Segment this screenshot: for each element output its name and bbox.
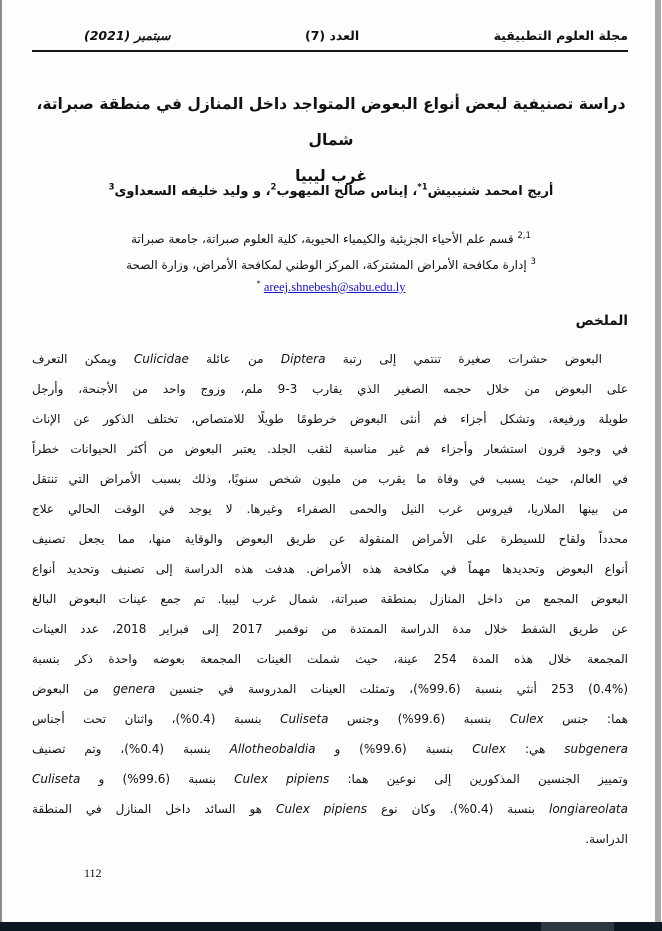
affiliations (32, 226, 630, 278)
taskbar-item[interactable] (541, 922, 614, 931)
latin-taxon: Culex pipiens (276, 802, 367, 816)
abstract-line: في العالم، حيث يسبب في وفاة ما يقرب من مليون شخص سنويًا، وذلك بسبب الأمراض التي تنتقل (32, 472, 628, 486)
abstract-heading: الملخص (575, 313, 628, 329)
abstract-line: محدداً ولقاح للسيطرة على الأمراض المنقولة عن طريق البعوض والوقاية منها، مما يجعل تصنيف (32, 532, 628, 546)
abstract-line: طويلة ورفيعة، وتشكل أجزاء فم أنثى البعوض خرطومًا طويلًا للامتصاص، تختلف الذكور عن الإناث (32, 412, 628, 426)
abstract-line: من بينها الملاريا، فيروس غرب النيل والحمى الصفراء وغيرها. لا يوجد في الوقت الحالي علاج (32, 502, 628, 516)
abstract-line: على البعوض من خلال حجمه الصغير الذي يقارب 3-9 ملم، وزوج واحد من الأجنحة، وأرجل (32, 382, 628, 396)
latin-taxon: Culex (472, 742, 507, 756)
abstract-line: الدراسة. (585, 832, 628, 846)
abstract-line: subgenera هي: Culex بنسبة (99.6%) و Allotheobaldia بنسبة (0.4%)، وتم تصنيف (32, 742, 628, 756)
latin-taxon: Culex pipiens (234, 772, 330, 786)
left-page-edge (0, 0, 2, 931)
affiliation-superscript: 2,1 (517, 231, 531, 241)
affiliation-line: $^3$ إدارة مكافحة الأمراض المشتركة، المركز الوطني لمكافحة الأمراض، وزارة الصحة (126, 257, 536, 272)
latin-taxon: Culex (509, 712, 544, 726)
latin-taxon: longiareolata (549, 802, 628, 816)
latin-taxon: Diptera (280, 352, 326, 366)
corresponding-email-line (0, 277, 662, 295)
author-superscript: 3 (108, 182, 115, 193)
abstract-line: (0.4%) 253 أنثي بنسبة (99.6%)، وتمثلت العينات المدروسة في جنسين genera من البعوض (32, 682, 628, 696)
right-edge-strip (655, 0, 661, 931)
abstract-line: هما: جنس Culex بنسبة (99.6%) وجنس Culiseta بنسبة (0.4%)، واثنان تحت أجناس (32, 712, 628, 726)
abstract-line: البعوض المجمع من داخل المنازل بمنطقة صبراتة، شمال غرب ليبيا. تم جمع عينات البعوض البالغ (32, 592, 628, 606)
paper-title-line1: دراسة تصنيفية لبعض أنواع البعوض المتواجد داخل المنازل في منطقة صبراتة، شمال (36, 95, 626, 149)
abstract-line: المجمعة خلال هذه المدة 254 عينة، حيث شملت العينات المجمعة بعوضه واحدة ذكر بنسبة (32, 652, 628, 666)
abstract-line: longiareolata بنسبة (0.4%). وكان نوع Culex pipiens هو السائد داخل المنازل في المنطقة (32, 802, 628, 816)
latin-taxon: subgenera (564, 742, 628, 756)
latin-taxon: Allotheobaldia (229, 742, 316, 756)
author-superscript: 2 (270, 182, 277, 193)
latin-taxon: Culiseta (280, 712, 329, 726)
abstract-line: عن طريق الشفط خلال مدة الدراسة الممتدة من نوفمبر 2017 إلى فبراير 2018، عدد العينات (32, 622, 628, 636)
issue-number: العدد (7) (304, 28, 360, 43)
corresponding-author-marker: * (256, 277, 261, 288)
paper-title (32, 86, 630, 194)
issue-date: سبتمبر (2021) (84, 28, 171, 43)
journal-header (32, 28, 628, 52)
latin-taxon: genera (113, 682, 156, 696)
abstract-body (32, 344, 628, 854)
abstract-line: في وجود قرون استشعار وأجزاء فم غير مناسبة لثقب الجلد. يعتبر البعوض من أكثر الحيوانات خطراً (32, 442, 628, 456)
affiliation-superscript: 3 (530, 257, 536, 267)
latin-taxon: Culiseta (32, 772, 81, 786)
author-superscript: 1* (417, 182, 428, 193)
page-number: 112 (84, 866, 102, 880)
abstract-line: وتمييز الجنسين المذكورين إلى نوعين هما: Culex pipiens بنسبة (99.6%) و Culiseta (32, 772, 628, 786)
latin-taxon: Culicidae (133, 352, 189, 366)
abstract-line: أنواع البعوض وتحديدها مهماً في مكافحة هذه الأمراض. هدفت هذه الدراسة إلى تصنيف وتحديد أنواع (32, 562, 628, 576)
affiliation-line: $^{2,1}$ قسم علم الأحياء الجزيئية والكيمياء الحيوية، كلية العلوم صبراتة، جامعة صبراتة (131, 231, 531, 246)
abstract-line: البعوض حشرات صغيرة تنتمي إلى رتبة Diptera من عائلة Culicidae ويمكن التعرف (32, 352, 602, 366)
journal-name: مجلة العلوم التطبيقية (493, 28, 628, 43)
email-link[interactable]: areej.shnebesh@sabu.edu.ly (263, 280, 406, 294)
authors-line: أريج امحمد شنيبيش$^{1*}$، إيناس صالح الميهوب$^2$، و وليد خليفه السعداوى$^3$ (108, 182, 554, 199)
paper-title-line2: غرب ليبيا (295, 167, 367, 185)
